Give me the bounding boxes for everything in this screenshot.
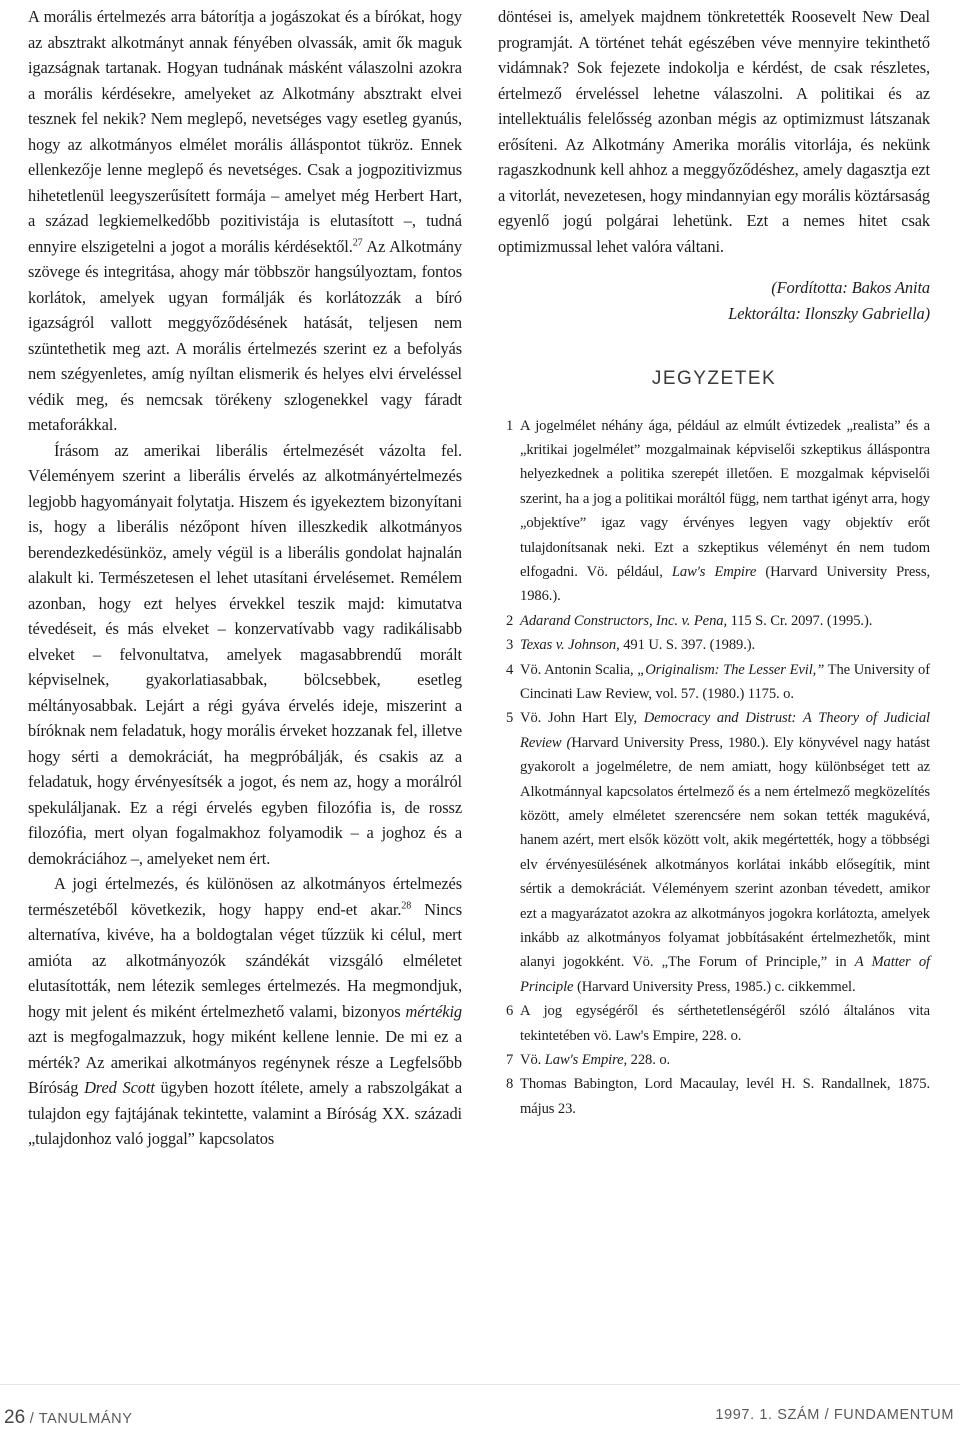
footnote-ref-28[interactable]: 28 [401,900,412,912]
note-citation-title: A Matter of Principle [520,954,930,995]
translator-credit [498,275,930,326]
paragraph-3-text: A jogi értelmezés, és különösen az alkotmányos értelmezés természetéből következik, hogy happy end-et akar. [28,874,462,919]
note-text: (Harvard University Press, 1986.). [520,563,930,605]
paragraph-3 [28,871,462,1152]
note-item [498,706,930,999]
note-citation-title: Law's Empire, [544,1052,628,1069]
note-citation-title: Adarand Constructors, Inc. v. Pena, [520,612,728,629]
right-column [498,4,930,1121]
emphasis-term: mértékig [405,1001,462,1021]
footer-left [4,1407,133,1429]
note-number: 2 [506,612,514,629]
issue-label: 1997. 1. SZÁM / FUNDAMENTUM [715,1407,954,1423]
paragraph-1-text: A morális értelmezés arra bátorítja a jogászokat és a bírókat, hogy az absztrakt alkotmányt annak fényében olvassák, amit ők maguk igazságnak tartanak. Hogyan tudnának másként válaszolni azokra a morális kérdésekre, amelyeket az Alkotmány absztrakt elvei tesznek fel nekik? Nem meglepő, nevetséges vagy esetleg gyanús, hogy az alkotmányos elmélet morális álláspontot tükröz. Ennek ellenkezője lenne meglepő és nevetséges. Csak a jogpozitivizmus hihetetlenül leegyszerűsített formája – amelyet még Herbert Hart, a század legkiemelkedőbb pozitivistája is elutasított –, tudná ennyire elszigetelni a jogot a morális kérdésektől. [28,7,462,256]
note-item [498,658,930,707]
note-text: Vö. Antonin Scalia, [520,661,638,678]
note-number: 1 [506,417,514,434]
footnote-ref-27[interactable]: 27 [352,237,363,249]
note-number: 5 [506,710,514,727]
left-column [28,4,462,1152]
paragraph-3-text-cont3: ügyben hozott ítélete, amely a rabszolgákat a tulajdon egy fajtájának tekintette, valamint a Bíróság XX. századi „tulajdonhoz való joggal” kapcsolatos [28,1078,462,1148]
paragraph-4: döntései is, amelyek majdnem tönkretették Roosevelt New Deal programját. A történet tehát egészében véve mennyire tekinthető vidámnak? Sok fejezete indokolja e kérdést, de csak részletes, értelmező érveléssel lehetne válaszolni. A politikai és az intellektuális felelősség azonban mégis az optimizmust látszanak erősíteni. Az Alkotmány Amerika morális vitorlája, és nekünk ragaszkodnunk kell ahhoz a meggyőződéshez, amely dagasztja ezt a vitorlát, nevezetesen, hogy mindannyian egy morális köztársaság egyenlő jogú polgárai lehetünk. Ezt a nemes hitet csak optimizmussal lehet valóra váltani. [498,7,930,256]
note-number: 6 [506,1003,514,1020]
paragraph-3-text-cont: Nincs alternatíva, kivéve, ha a boldogtalan véget tűzzük ki célul, mert amióta az alkotmányozók szándékát vizsgáló elméletet elutasították, nem létezik semleges értelmezés. Ha megmondjuk, hogy mit jelent és miként értelmezhető valami, bizonyos [28,899,463,1021]
note-item [498,633,930,657]
note-text: (Harvard University Press, 1985.) c. cikkemmel. [573,978,856,995]
note-number: 8 [506,1076,514,1093]
note-text: Harvard University Press, 1980.). Ely könyvével nagy hatást gyakorolt a jogelméletre, de nem amiatt, hogy különbséget tett az Alkotmánnyal kapcsolatos értelmező és a nem értelmező megközelítés között, amely elméletet szerencsére nem sokan tették magukévá, hanem azért, mert elsők között volt, akik megértették, hogy a többségi elv érvényesülésének alkotmányos korlátai inkább elősegítik, mint sértik a demokráciát. Véleményem szerint azonban tévedett, amikor ezt a magyarázatot azokra az alkotmányos jogokra korlátozta, amelyek inkább az alkotmányos folyamat jobbításaként értelmezhetők, mint alanyi jogokként. Vö. „The Forum of Principle,” in [520,734,931,971]
note-citation-title: Texas v. Johnson, [520,637,620,654]
note-text: 228. o. [627,1052,671,1069]
note-text: A jogelmélet néhány ága, például az elmúlt évtizedek „realista” és a „kritikai jogelmélet” mozgalmainak képviselői szkeptikus álláspontra helyezkednek a politika szerepét illetően. E mozgalmak képviselői szerint, ha a jog a politikai moráltól függ, nem tarthat igényt arra, hogy „objektíve” igaz vagy érvényes legyen vagy objektív erőt tulajdonítsanak neki. Ezt a szkeptikus véleményt én nem tudom elfogadni. Vö. például, [520,417,930,580]
note-citation-title: Democracy and Distrust: A Theory of Judicial Review ( [520,710,930,751]
note-number: 4 [506,661,514,678]
note-item [498,999,930,1048]
note-number: 7 [506,1052,514,1069]
note-text: A jog egységéről és sérthetetlenségéről szóló általános vita tekintetében vö. Law's Empire, 228. o. [520,1003,930,1044]
note-citation-title: Law's Empire [671,563,757,580]
paragraph-1 [28,4,462,438]
note-item [498,1048,930,1072]
note-text: Vö. [520,1052,545,1069]
case-name: Dred Scott [84,1078,155,1097]
note-number: 3 [506,637,514,654]
note-text: 115 S. Cr. 2097. (1995.). [727,612,873,629]
translator-line: (Fordította: Bakos Anita [771,278,930,297]
paragraph-1-text-cont: Az Alkotmány szövege és integritása, ahogy már többször hangsúlyoztam, fontos korlátok, amelyek ugyan formálják és korlátozzák a bíró igazságról vallott meggyőződésének hatását, teljesen nem szüntethetik meg azt. A morális értelmezés szerint ez a befolyás nem szégyenletes, amíg nyíltan elismerik és helyes elvi érveléssel védik meg, és nemcsak törékeny szlogenekkel vagy fáradt metaforákkal. [28,236,462,434]
note-item [498,1072,930,1121]
paragraph-3-text-cont2: azt is megfogalmazzuk, hogy miként kellene lennie. De mi ez a mérték? Az amerikai alkotmányos regénynek része a Legfelsőbb Bíróság [28,1027,462,1097]
section-label: / TANULMÁNY [25,1411,133,1427]
note-item [498,609,930,633]
note-item [498,414,930,609]
note-text: 491 U. S. 397. (1989.). [619,637,756,654]
notes-heading: JEGYZETEK [651,368,777,389]
note-text: The University of Cincinati Law Review, vol. 57. (1980.) 1175. o. [520,661,930,702]
editor-line: Lektorálta: Ilonszky Gabriella) [728,303,930,323]
note-citation-title: „Originalism: The Lesser Evil,” [637,661,825,678]
paragraph-2: Írásom az amerikai liberális értelmezését vázolta fel. Véleményem szerint a liberális érvelés az alkotmányértelmezés legjobb hagyományait folytatja. Hiszem és igyekeztem bizonyítani is, hogy a liberális nézőpont híven illeszkedik alkotmányos berendezkedésünköz, amely végül is a liberális gondolat hajnalán alakult ki. Természetesen el lehet utasítani érvelésemet. Remélem azonban, hogy ezt helyes érvekkel teszik majd: kimutatva tévedéseit, és más elveket – konzervatívabb vagy radikálisabb elveket – felvonultatva, amelyek magasabbrendű morált képviselnek, gyakorlatiasabbak, bölcsebbek, esetleg méltányosabbak. Lejárt a régi gyáva érvelés ideje, miszerint a bíróknak nem feladatuk, hogy morális érveket hozzanak fel, illetve hogy sérti a demokráciát, ha megpróbálják, és csakis az a feladatuk, hogy érvényesítsék a jogot, és nem az, hogy a morálról spekuláljanak. Ez a régi érvelés egyben filozófia is, de rossz filozófia, mert olyan fogalmakhoz folyamodik – a joghoz és a demokráciához –, amelyeket nem ért. [28,440,462,868]
note-text: Vö. John Hart Ely, [520,710,644,727]
footer-divider [0,1384,960,1385]
note-text: Thomas Babington, Lord Macaulay, levél H. S. Randallnek, 1875. május 23. [520,1076,930,1117]
page-number: 26 [4,1407,26,1428]
notes-list [498,414,930,1122]
